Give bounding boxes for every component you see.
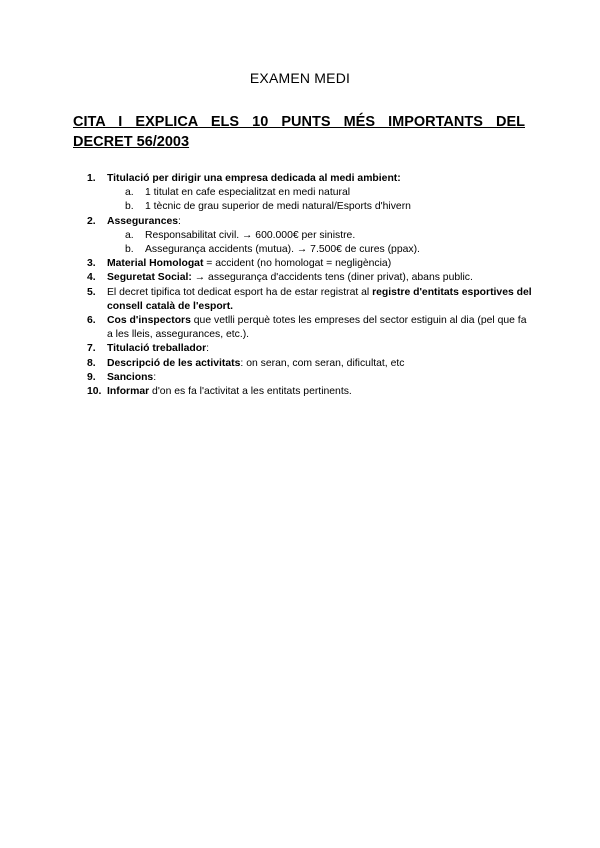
sub-text: Responsabilitat civil. → 600.000€ per sinistre. (145, 229, 356, 241)
item-number: 9. (87, 371, 96, 383)
item-number: 3. (87, 258, 96, 270)
heading-line-2: DECRET 56/2003 (73, 134, 190, 150)
item-bold-text: Titulació treballador (107, 343, 207, 355)
item-number: 7. (87, 343, 96, 355)
item-number: 6. (87, 315, 96, 327)
item-text: : on seran, com seran, dificultat, etc (240, 357, 405, 369)
sub-item (73, 229, 533, 243)
item-number: 2. (87, 215, 96, 227)
item-bold-text: Assegurances (107, 215, 179, 227)
item-text: d'on es fa l'activitat a les entitats pertinents. (149, 386, 352, 398)
list-item (73, 385, 533, 399)
item-number: 4. (87, 272, 96, 284)
item-bold-text: Seguretat Social: (107, 272, 192, 284)
item-text: : (206, 343, 210, 355)
list-item (73, 286, 533, 314)
sub-text: 1 tècnic de grau superior de medi natural/Esports d'hivern (145, 201, 411, 213)
document-title: EXAMEN MEDI (249, 70, 351, 86)
list-item (73, 371, 533, 385)
item-text: = accident (no homologat = negligència) (203, 258, 392, 270)
sub-letter: b. (125, 244, 134, 256)
item-text: : (178, 215, 181, 227)
sub-item (73, 243, 533, 257)
numbered-list (73, 172, 533, 399)
item-text: → assegurança d'accidents tens (diner privat), abans public. (191, 272, 473, 284)
item-number: 10. (87, 386, 102, 398)
item-bold-text: Titulació per dirigir una empresa dedicada al medi ambient: (107, 173, 401, 184)
item-bold-text: Material Homologat (107, 258, 204, 270)
item-bold-text: Cos d'inspectors (107, 315, 191, 327)
item-number: 8. (87, 357, 96, 369)
list-item (73, 257, 533, 271)
sub-item (73, 200, 533, 214)
item-number: 1. (87, 173, 96, 184)
sub-letter: a. (125, 187, 134, 199)
heading-line-1: CITA I EXPLICA ELS 10 PUNTS MÉS IMPORTANTS DEL (73, 114, 525, 130)
sub-item (73, 186, 533, 200)
item-text: : (153, 371, 157, 383)
item-text: que vetlli perquè totes les empreses del sector estiguin al dia (pel que fa a les lleis, assegurances, etc.). (107, 315, 527, 341)
sub-text: 1 titulat en cafe especialitzat en medi natural (145, 187, 351, 199)
section-heading (73, 112, 525, 152)
sub-text: Assegurança accidents (mutua). → 7.500€ de cures (ppax). (145, 244, 420, 256)
item-bold-text: Sancions (107, 371, 154, 383)
list-item (73, 314, 533, 342)
list-item (73, 357, 533, 371)
item-text: El decret tipifica tot dedicat esport ha de estar registrat al (107, 286, 373, 298)
sub-letter: b. (125, 201, 134, 213)
list-item (73, 215, 533, 229)
list-item (73, 271, 533, 285)
item-bold-text: registre d'entitats esportives del consell català de l'esport. (107, 286, 532, 312)
list-item (73, 172, 533, 186)
list-item (73, 342, 533, 356)
sub-letter: a. (125, 229, 134, 241)
item-number: 5. (87, 286, 96, 298)
item-bold-text: Informar (107, 386, 150, 398)
item-bold-text: Descripció de les activitats (107, 357, 241, 369)
